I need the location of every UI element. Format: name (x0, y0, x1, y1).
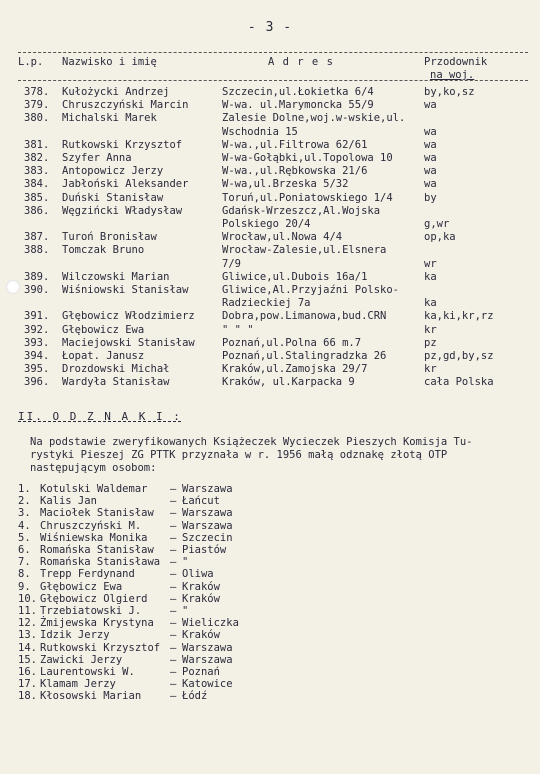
entry-row (0, 325, 540, 336)
entry-row (0, 245, 540, 256)
entry-name: Maciejowski Stanisław (62, 336, 195, 349)
badge-name: Maciołek Stanisław (40, 507, 154, 520)
badge-lp: 10. (18, 592, 37, 605)
badge-name: Kalis Jan (40, 495, 97, 508)
badge-dash: – (170, 483, 177, 495)
entry-guide: kr (424, 323, 437, 336)
entry-lp: 379. (24, 99, 50, 112)
header-rule-top (18, 52, 528, 53)
entry-address: Wrocław-Zalesie,ul.Elsnera (222, 244, 387, 257)
entry-name: Tomczak Bruno (62, 244, 145, 257)
badge-name: Głębowicz Olgierd (40, 592, 148, 605)
entry-guide: wa (424, 125, 437, 138)
header-guide: Przodownik (424, 56, 488, 68)
entry-name: Drozdowski Michał (62, 363, 170, 376)
entry-name: Kułożycki Andrzej (62, 86, 170, 98)
entry-address: 7/9 (222, 257, 241, 270)
badge-city: Warszawa (182, 483, 233, 495)
entry-address: Wrocław,ul.Nowa 4/4 (222, 231, 343, 244)
header-rule-bottom (18, 80, 528, 81)
entry-name: Wardyła Stanisław (62, 376, 170, 389)
badge-row (0, 691, 540, 702)
entry-row (0, 206, 540, 217)
entry-lp: 381. (24, 138, 50, 151)
entry-row (0, 179, 540, 190)
entry-row (0, 364, 540, 375)
header-lp: L.p. (18, 56, 44, 68)
badge-name: Laurentowski W. (40, 666, 135, 678)
entry-row (0, 127, 540, 138)
badge-dash: – (170, 605, 177, 617)
entry-address: Poznań,ul.Polna 66 m.7 (222, 336, 362, 349)
badge-city: Katowice (182, 678, 233, 691)
entry-guide: by (424, 191, 437, 204)
badge-city: Warszawa (182, 507, 233, 520)
entry-address: Gdańsk-Wrzeszcz,Al.Wojska (222, 204, 381, 217)
entry-lp: 383. (24, 165, 50, 178)
entry-row (0, 193, 540, 204)
entry-address: Kraków,ul.Zamojska 29/7 (222, 363, 368, 376)
badge-dash: – (170, 617, 177, 630)
badge-city: Łódź (182, 690, 208, 703)
entry-name: Rutkowski Krzysztof (62, 138, 183, 151)
entry-row (0, 113, 540, 124)
badge-row (0, 569, 540, 580)
entry-lp: 382. (24, 152, 50, 164)
badge-name: Romańska Stanisława (40, 556, 161, 569)
badge-row (0, 643, 540, 654)
entry-name: Łopat. Janusz (62, 350, 145, 362)
entry-name: Turoń Bronisław (62, 231, 157, 244)
entry-address: Polskiego 20/4 (222, 218, 311, 230)
entry-name: Głębowicz Włodzimierz (62, 310, 195, 323)
entry-name: Wiśniowski Stanisław (62, 284, 189, 296)
entry-address: " " " (222, 323, 254, 336)
entry-lp: 393. (24, 336, 50, 349)
badge-lp: 12. (18, 617, 37, 630)
entry-name: Chruszczyński Marcin (62, 99, 189, 112)
entry-row (0, 140, 540, 151)
badge-city: Kraków (182, 580, 220, 593)
badge-lp: 9. (18, 580, 31, 593)
section-paragraph (30, 436, 525, 475)
entry-row (0, 87, 540, 98)
badge-lp: 7. (18, 556, 31, 569)
badge-name: Trzebiatowski J. (40, 605, 142, 617)
entry-row (0, 232, 540, 243)
entry-lp: 380. (24, 112, 50, 125)
badge-dash: – (170, 678, 177, 691)
section-title: II. O D Z N A K I : (18, 410, 182, 423)
badge-lp: 17. (18, 678, 37, 691)
entry-row (0, 259, 540, 270)
entry-guide: wa (424, 165, 437, 178)
badge-name: Kłosowski Marian (40, 690, 142, 703)
badge-lp: 16. (18, 666, 37, 678)
badge-city: Wieliczka (182, 617, 239, 630)
entry-address: W-wa,ul.Brzeska 5/32 (222, 178, 349, 191)
badge-dash: – (170, 556, 177, 569)
entry-lp: 391. (24, 310, 50, 323)
badge-dash: – (170, 495, 177, 508)
entry-lp: 387. (24, 231, 50, 244)
badge-dash: – (170, 666, 177, 678)
badge-dash: – (170, 531, 177, 544)
entry-row (0, 100, 540, 111)
badge-city: Warszawa (182, 641, 233, 654)
entry-name: Głębowicz Ewa (62, 323, 145, 336)
badge-city: Szczecin (182, 531, 233, 544)
entry-guide: op,ka (424, 231, 456, 244)
entry-guide: kr (424, 363, 437, 376)
entry-row (0, 272, 540, 283)
badge-row (0, 594, 540, 605)
badge-lp: 8. (18, 568, 31, 581)
entry-row (0, 166, 540, 177)
entry-lp: 395. (24, 363, 50, 376)
entry-lp: 386. (24, 204, 50, 217)
paragraph-line: następującym osobom: (30, 462, 157, 474)
badge-row (0, 655, 540, 666)
entry-lp: 378. (24, 86, 50, 98)
entry-lp: 392. (24, 323, 50, 336)
badge-city: Kraków (182, 592, 220, 605)
badge-row (0, 496, 540, 507)
entry-name: Duński Stanisław (62, 191, 164, 204)
entry-address: Radzieckiej 7a (222, 297, 311, 310)
badge-lp: 3. (18, 507, 31, 520)
badge-lp: 11. (18, 605, 37, 617)
entry-guide: ka (424, 297, 437, 310)
entry-guide: by,ko,sz (424, 86, 475, 98)
badge-name: Wiśniewska Monika (40, 531, 148, 544)
badge-name: Kotulski Waldemar (40, 483, 148, 495)
entry-name: Michalski Marek (62, 112, 157, 125)
badge-row (0, 557, 540, 568)
entry-name: Szyfer Anna (62, 152, 132, 164)
badge-name: Żmijewska Krystyna (40, 617, 154, 630)
entry-address: Kraków, ul.Karpacka 9 (222, 376, 355, 389)
entry-row (0, 153, 540, 164)
header-address: A d r e s (268, 56, 334, 68)
badge-row (0, 679, 540, 690)
entry-guide: wa (424, 138, 437, 151)
badge-row (0, 630, 540, 641)
badge-row (0, 606, 540, 617)
entry-address: Poznań,ul.Stalingradzka 26 (222, 350, 387, 362)
badge-row (0, 533, 540, 544)
entry-guide: g,wr (424, 218, 450, 230)
badge-dash: – (170, 507, 177, 520)
badge-dash: – (170, 592, 177, 605)
badge-lp: 2. (18, 495, 31, 508)
entry-guide: pz (424, 336, 437, 349)
entry-guide: pz,gd,by,sz (424, 350, 494, 362)
badge-lp: 18. (18, 690, 37, 703)
entry-row (0, 338, 540, 349)
badge-name: Trepp Ferdynand (40, 568, 135, 581)
badge-city: " (182, 556, 189, 569)
badge-lp: 13. (18, 629, 37, 642)
header-name: Nazwisko i imię (62, 56, 157, 68)
badge-row (0, 545, 540, 556)
entry-address: Zalesie Dolne,woj.w-wskie,ul. (222, 112, 406, 125)
entry-address: Szczecin,ul.Łokietka 6/4 (222, 86, 374, 98)
badge-city: " (182, 605, 189, 617)
paragraph-line: rystyki Pieszej ZG PTTK przyznała w r. 1956 małą odznakę złotą OTP (30, 449, 448, 461)
entry-lp: 384. (24, 178, 50, 191)
entry-name: Antopowicz Jerzy (62, 165, 164, 178)
badge-name: Głębowicz Ewa (40, 580, 123, 593)
entry-guide: wr (424, 257, 437, 270)
badge-name: Rutkowski Krzysztof (40, 641, 161, 654)
entry-address: W-wa.,ul.Filtrowa 62/61 (222, 138, 368, 151)
entry-row (0, 285, 540, 296)
paragraph-line: Na podstawie zweryfikowanych Książeczek Wycieczek Pieszych Komisja Tu- (30, 436, 473, 448)
entry-lp: 385. (24, 191, 50, 204)
badge-row (0, 667, 540, 678)
header-guide-sub: na woj. (430, 69, 475, 81)
badge-name: Romańska Stanisław (40, 544, 154, 556)
badge-dash: – (170, 580, 177, 593)
entry-row (0, 377, 540, 388)
entry-row (0, 298, 540, 309)
badge-city: Kraków (182, 629, 220, 642)
entry-guide: wa (424, 178, 437, 191)
entry-guide: wa (424, 152, 437, 164)
entry-address: Gliwice,Al.Przyjaźni Polsko- (222, 284, 400, 296)
badge-name: Klamam Jerzy (40, 678, 116, 691)
badge-dash: – (170, 641, 177, 654)
badge-row (0, 582, 540, 593)
badge-row (0, 508, 540, 519)
entry-lp: 390. (24, 284, 50, 296)
badge-dash: – (170, 519, 177, 532)
entry-name: Jabłoński Aleksander (62, 178, 189, 191)
badge-row (0, 484, 540, 495)
entry-address: Toruń,ul.Poniatowskiego 1/4 (222, 191, 393, 204)
entry-guide: cała Polska (424, 376, 494, 389)
page-number: - 3 - (247, 20, 293, 35)
entry-lp: 396. (24, 376, 50, 389)
entry-address: Wschodnia 15 (222, 125, 298, 138)
badge-lp: 15. (18, 653, 37, 666)
badge-row (0, 521, 540, 532)
badge-city: Poznań (182, 666, 220, 678)
badge-name: Zawicki Jerzy (40, 653, 123, 666)
badge-name: Chruszczyński M. (40, 519, 142, 532)
entry-row (0, 219, 540, 230)
badge-dash: – (170, 629, 177, 642)
badge-lp: 6. (18, 544, 31, 556)
badge-city: Piastów (182, 544, 227, 556)
badge-lp: 4. (18, 519, 31, 532)
entry-address: W-wa. ul.Marymoncka 55/9 (222, 99, 374, 112)
entry-guide: wa (424, 99, 437, 112)
entry-address: Dobra,pow.Limanowa,bud.CRN (222, 310, 387, 323)
entry-address: W-wa.,ul.Rębkowska 21/6 (222, 165, 368, 178)
badge-dash: – (170, 653, 177, 666)
badge-row (0, 618, 540, 629)
entry-guide: ka,ki,kr,rz (424, 310, 494, 323)
entry-row (0, 351, 540, 362)
entry-name: Węgzińcki Władysław (62, 204, 183, 217)
badge-dash: – (170, 544, 177, 556)
entry-address: W-wa-Gołąbki,ul.Topolowa 10 (222, 152, 393, 164)
badge-lp: 14. (18, 641, 37, 654)
entry-name: Wilczowski Marian (62, 270, 170, 283)
entry-row (0, 311, 540, 322)
badge-name: Idzik Jerzy (40, 629, 110, 642)
entry-lp: 388. (24, 244, 50, 257)
entry-lp: 389. (24, 270, 50, 283)
entry-address: Gliwice,ul.Dubois 16a/1 (222, 270, 368, 283)
badge-city: Łańcut (182, 495, 220, 508)
badge-city: Warszawa (182, 653, 233, 666)
entry-guide: ka (424, 270, 437, 283)
entry-lp: 394. (24, 350, 50, 362)
badge-lp: 5. (18, 531, 31, 544)
badge-city: Warszawa (182, 519, 233, 532)
badge-city: Oliwa (182, 568, 214, 581)
badge-dash: – (170, 690, 177, 703)
badge-dash: – (170, 568, 177, 581)
badge-lp: 1. (18, 483, 31, 495)
